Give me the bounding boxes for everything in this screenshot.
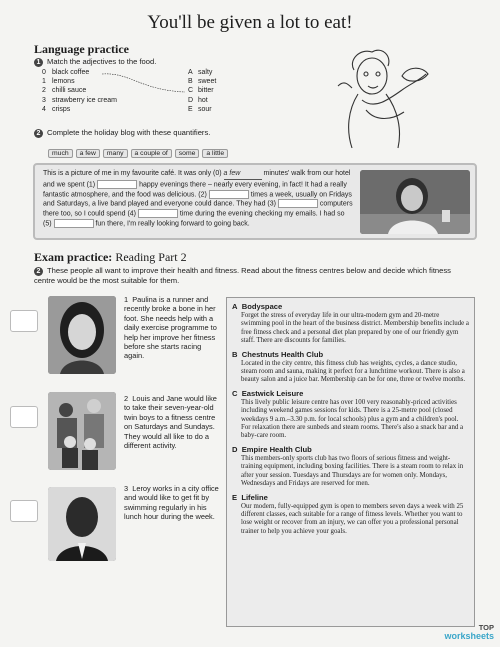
word-chip: many: [103, 149, 128, 158]
exercise-1-instruction: 1 Match the adjectives to the food.: [34, 57, 156, 67]
person-2-text: 2 Louis and Jane would like to take their seven-year-old twin boys to a fitness centre on Saturdays and Sundays. They would all like to do a different activity.: [124, 394, 217, 451]
word-chip: a couple of: [131, 149, 172, 158]
list-item: 2 chilli sauce: [42, 87, 87, 95]
cafe-photo: [360, 170, 470, 234]
list-item: 1 lemons: [42, 78, 75, 86]
page-title: You'll be given a lot to eat!: [147, 12, 353, 33]
answer-box-2[interactable]: [10, 406, 38, 428]
answer-box-3[interactable]: [10, 500, 38, 522]
exercise-2-instruction: 2 Complete the holiday blog with these quantifiers.: [34, 128, 210, 138]
centre-c: C Eastwick Leisure This lively public leisure centre has over 100 very reasonably-priced activities including weekend games sessions for kids. There is a 25-metre pool (closed weekdays 9 a.m.–3.30 p.m. for local schools) plus a gym and a children's pool. For relaxation there are sunbeds and steam rooms. There's also a snack bar and a baby-care room.: [232, 388, 464, 440]
quantifier-word-box: [48, 142, 231, 160]
exercise-number: 2: [34, 267, 43, 276]
centre-e: E Lifeline Our modern, fully-equipped gym is open to members seven days a week with 25 different classes, each suitable for a range of fitness levels. Whether you want to lose weight or recover from an injury, we can offer you a professional personal trainer to help you achieve your goals.: [232, 492, 464, 535]
gap-3-input[interactable]: [278, 199, 318, 208]
man-eating-illustration: [318, 40, 438, 152]
list-item: E sour: [188, 105, 212, 113]
gap-4-input[interactable]: [138, 209, 178, 218]
exam-instruction: 2 These people all want to improve their health and fitness. Read about the fitness centres below and decide which fitness centre would be the most suitable for them.: [34, 266, 451, 285]
adjective-list: [188, 68, 248, 114]
list-item: 3 strawberry ice cream: [42, 96, 117, 104]
word-chip: some: [175, 149, 200, 158]
family-photo: [48, 392, 116, 470]
exercise-number: 1: [34, 58, 43, 67]
word-chip: a few: [76, 149, 100, 158]
word-chip: much: [48, 149, 73, 158]
person-3-text: 3 Leroy works in a city office and would like to get fit by swimming regularly in his lunch hour during the week.: [124, 484, 219, 522]
list-item: D hot: [188, 96, 208, 104]
fitness-centres-panel: [226, 297, 475, 627]
gap-5-input[interactable]: [54, 219, 94, 228]
match-line: [100, 70, 190, 98]
holiday-blog-panel: [33, 163, 477, 240]
example-answer: a few: [224, 169, 262, 180]
centre-d: D Empire Health Club This members-only sports club has two floors of serious fitness and weight-training equipment, including boxing facilities. There is a steam room to relax in after your session. Tuesdays and Thursdays are for women only. Mondays, Wednesdays and Fridays are reserved for men.: [232, 444, 464, 488]
person-1-text: 1 Paulina is a runner and recently broke a bone in her foot. She needs help with a daily exercise programme to help her improve her fitness before she starts racing again.: [124, 295, 217, 361]
list-item: C bitter: [188, 87, 214, 95]
exercise-number: 2: [34, 129, 43, 138]
topworksheets-logo: TOP worksheets: [444, 623, 494, 641]
gap-2-input[interactable]: [209, 190, 249, 199]
gap-1-input[interactable]: [97, 180, 137, 189]
centre-b: B Chestnuts Health Club Located in the city centre, this fitness club has weights, cycles, a dance studio, steam room and sauna, making it perfect for a lunchtime workout. There is also a beauty salon and a juice bar. Membership can be for one, three or twelve months.: [232, 349, 466, 384]
language-practice-heading: Language practice: [34, 42, 129, 56]
answer-box-1[interactable]: [10, 310, 38, 332]
list-item: 0 black coffee: [42, 69, 90, 76]
leroy-photo: [48, 487, 116, 561]
exam-practice-heading: Exam practice: Reading Part 2: [34, 250, 187, 264]
list-item: 4 crisps: [42, 105, 71, 113]
paulina-photo: [48, 296, 116, 374]
list-item: B sweet: [188, 78, 217, 86]
word-chip: a little: [202, 149, 228, 158]
centre-a: A Bodyspace Forget the stress of everyday life in our ultra-modern gym and 20-metre swimming pool in the heart of the business district. Membership benefits include a free fitness check and a personal diet plan prepared by one of our friendly gym staff. There are discounts for families.: [232, 302, 469, 345]
list-item: A salty: [188, 69, 213, 76]
blog-text: This is a picture of me in my favourite café. It was only (0) a few minutes' walk from our hotel and we spent (1) happy evenings there – nearly every evening, in fact! It had a really fantastic atmosphere, and the food was delicious. (2) times a week, usually on Fridays and Saturdays, a live band played and everyone could dance. They had (3) computers there too, so I could spend (4) time during the evening checking my emails. I had so (5) fun there, I'm really looking forward to going back.: [43, 170, 353, 228]
